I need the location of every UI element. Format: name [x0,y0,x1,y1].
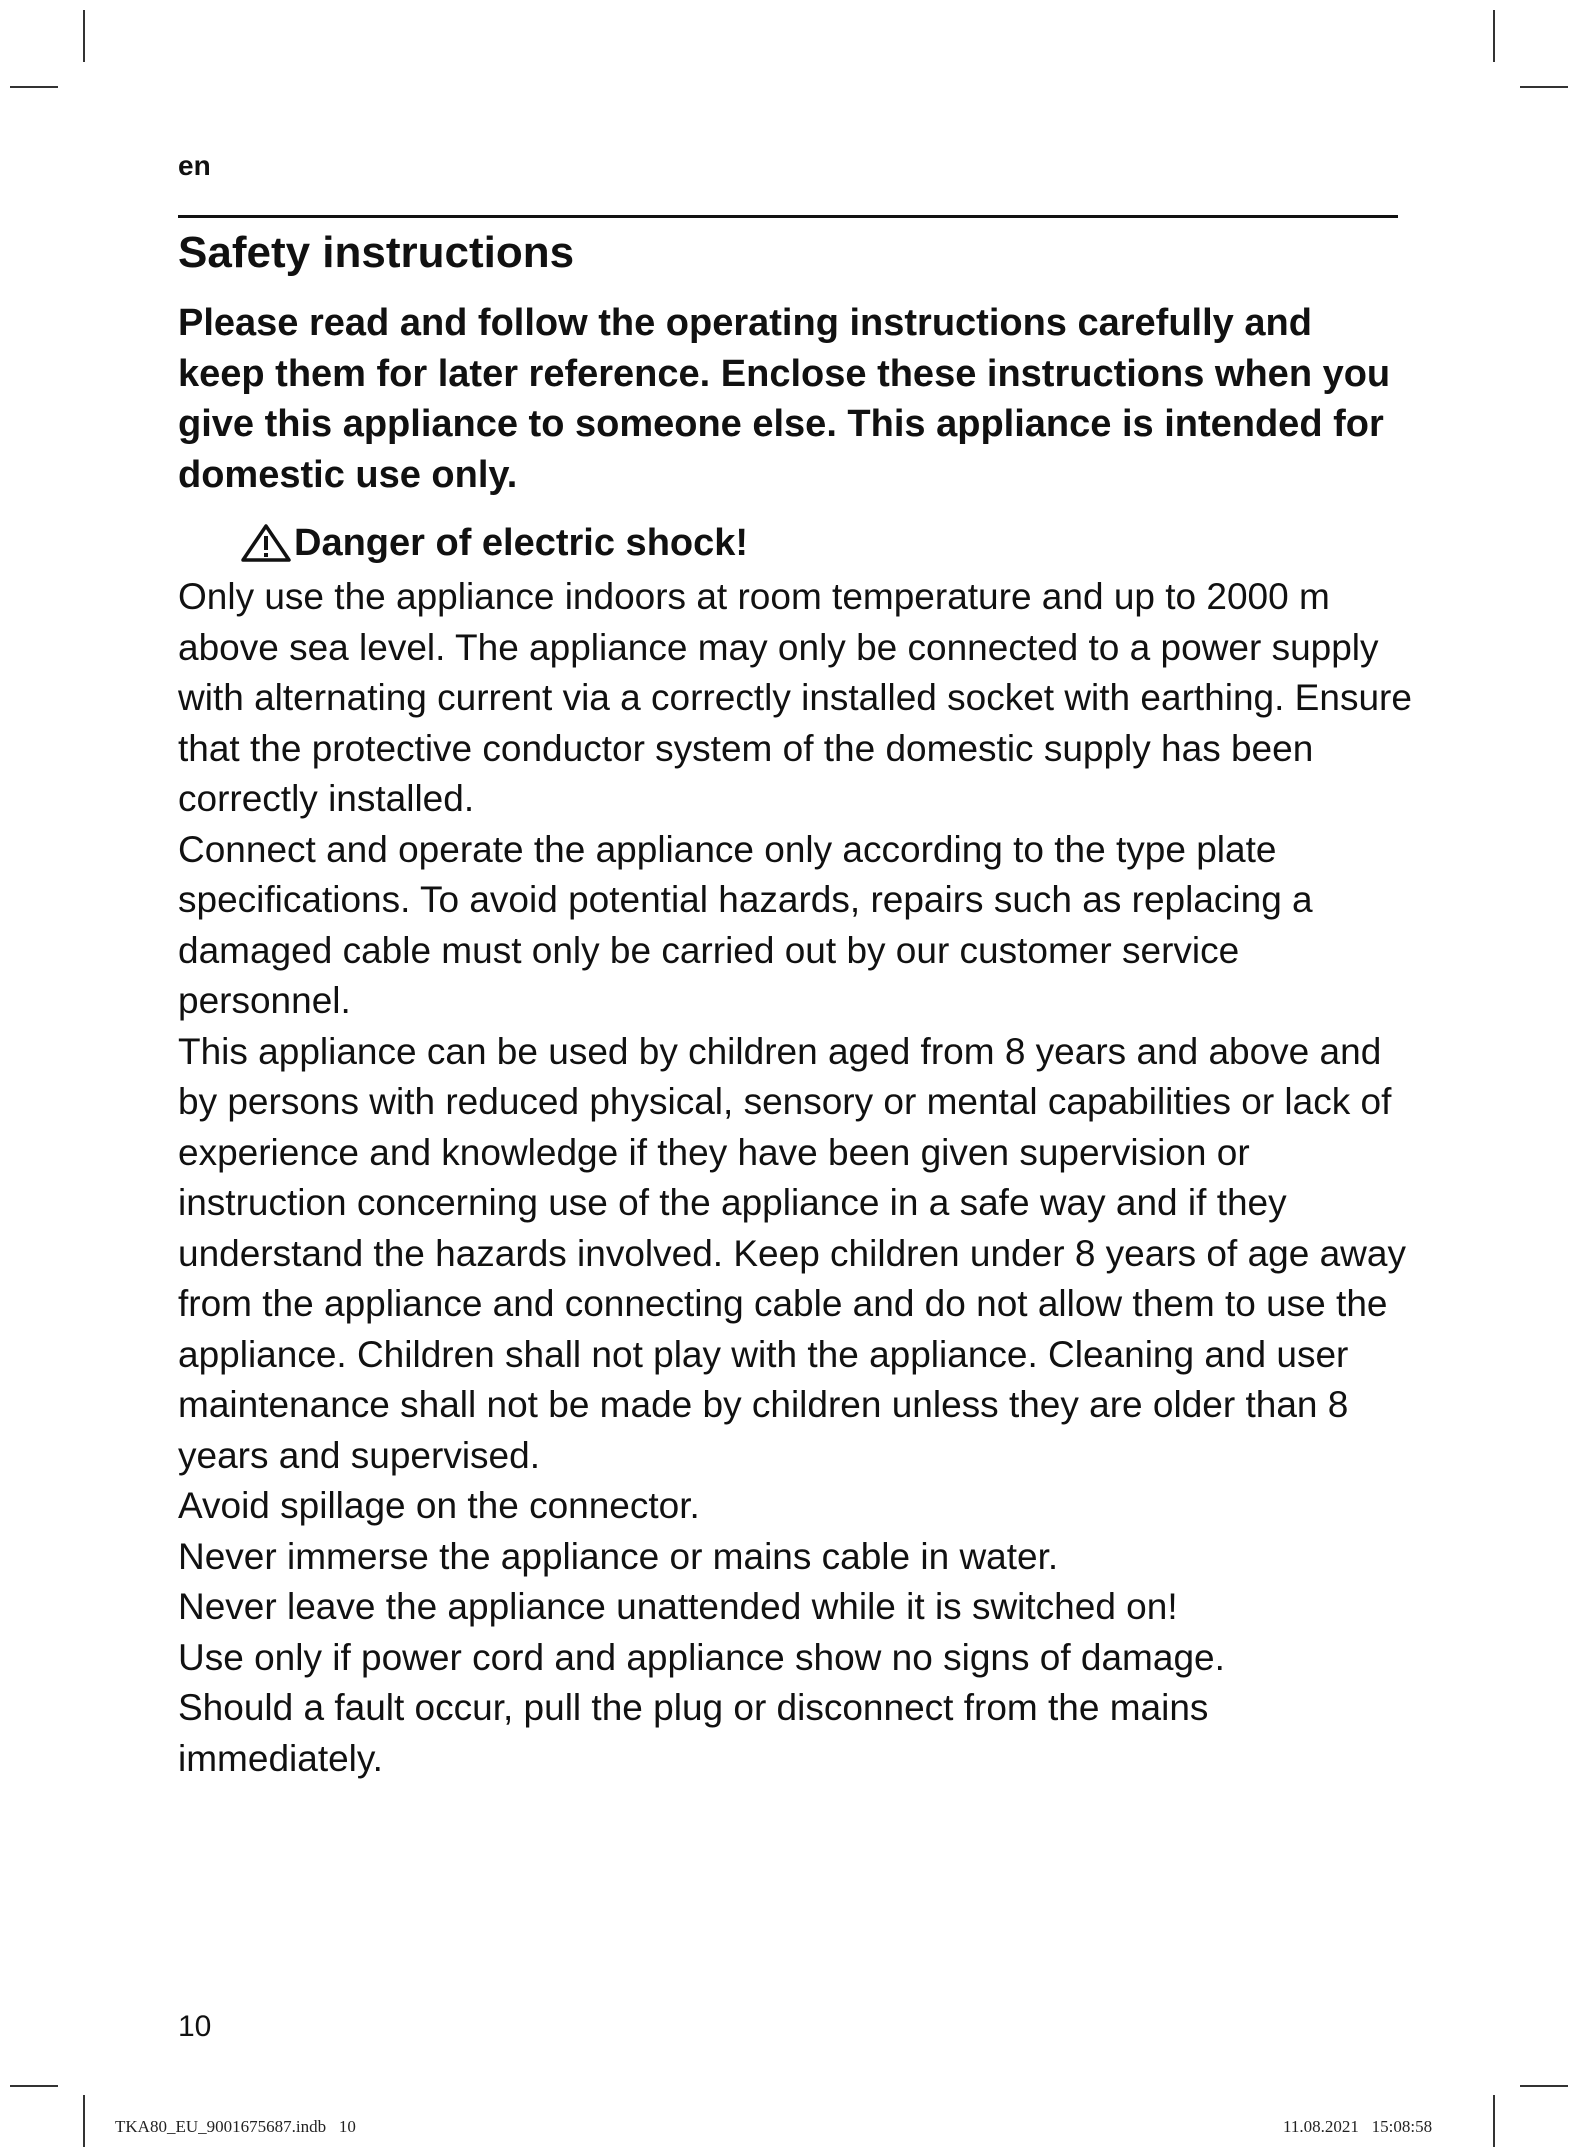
crop-mark-top-right-vertical [1493,10,1495,62]
safety-body [178,572,1418,1784]
crop-mark-bottom-right-vertical [1493,2095,1495,2147]
paragraph-damage: Use only if power cord and appliance show no signs of damage. [178,1636,1225,1678]
crop-mark-bottom-left-vertical [83,2095,85,2147]
language-label: en [178,150,211,181]
crop-mark-top-left-horizontal [10,86,58,88]
file-slug: TKA80_EU_9001675687.indb 10 [115,2117,356,2136]
intro-text: Please read and follow the operating instructions carefully and keep them for later reference. Enclose these instructions when you give this appliance to someone else. This appliance is intended for domestic use only. [178,302,1391,496]
section-divider [178,215,1398,218]
paragraph-unattended: Never leave the appliance unattended while it is switched on! [178,1586,1178,1627]
crop-mark-top-left-vertical [83,10,85,62]
paragraph-fault: Should a fault occur, pull the plug or disconnect from the mains immediately. [178,1687,1209,1779]
warning-heading [240,518,748,568]
crop-mark-bottom-left-horizontal [10,2085,58,2087]
paragraph-children: This appliance can be used by children aged from 8 years and above and by persons with reduced physical, sensory or mental capabilities or lack of experience and knowledge if they have been given supervision or instruction concerning use of the appliance in a safe way and if they understand the hazards involved. Keep children under 8 years of age away from the appliance and connecting cable and do not allow them to use the appliance. Children shall not play with the appliance. Cleaning and user maintenance shall not be made by children unless they are older than 8 years and supervised. [178,1030,1406,1476]
paragraph-indoor-use: Only use the appliance indoors at room temperature and up to 2000 m above sea level. The appliance may only be connected to a power supply with alternating current via a correctly installed socket with earthing. Ensure that the protective conductor system of the domestic supply has been correctly installed. [178,576,1412,819]
warning-heading-text: Danger of electric shock! [294,522,749,564]
page-number: 10 [178,2010,212,2043]
section-title: Safety instructions [178,228,575,277]
print-timestamp: 11.08.2021 15:08:58 [1283,2117,1433,2136]
paragraph-immerse: Never immerse the appliance or mains cable in water. [178,1535,1059,1577]
warning-triangle-icon [240,523,292,563]
crop-mark-bottom-right-horizontal [1520,2085,1568,2087]
crop-mark-top-right-horizontal [1520,86,1568,88]
paragraph-type-plate: Connect and operate the appliance only according to the type plate specifications. To avoid potential hazards, repairs such as replacing a damaged cable must only be carried out by our customer service personnel. [178,828,1313,1021]
paragraph-spillage: Avoid spillage on the connector. [178,1485,700,1526]
